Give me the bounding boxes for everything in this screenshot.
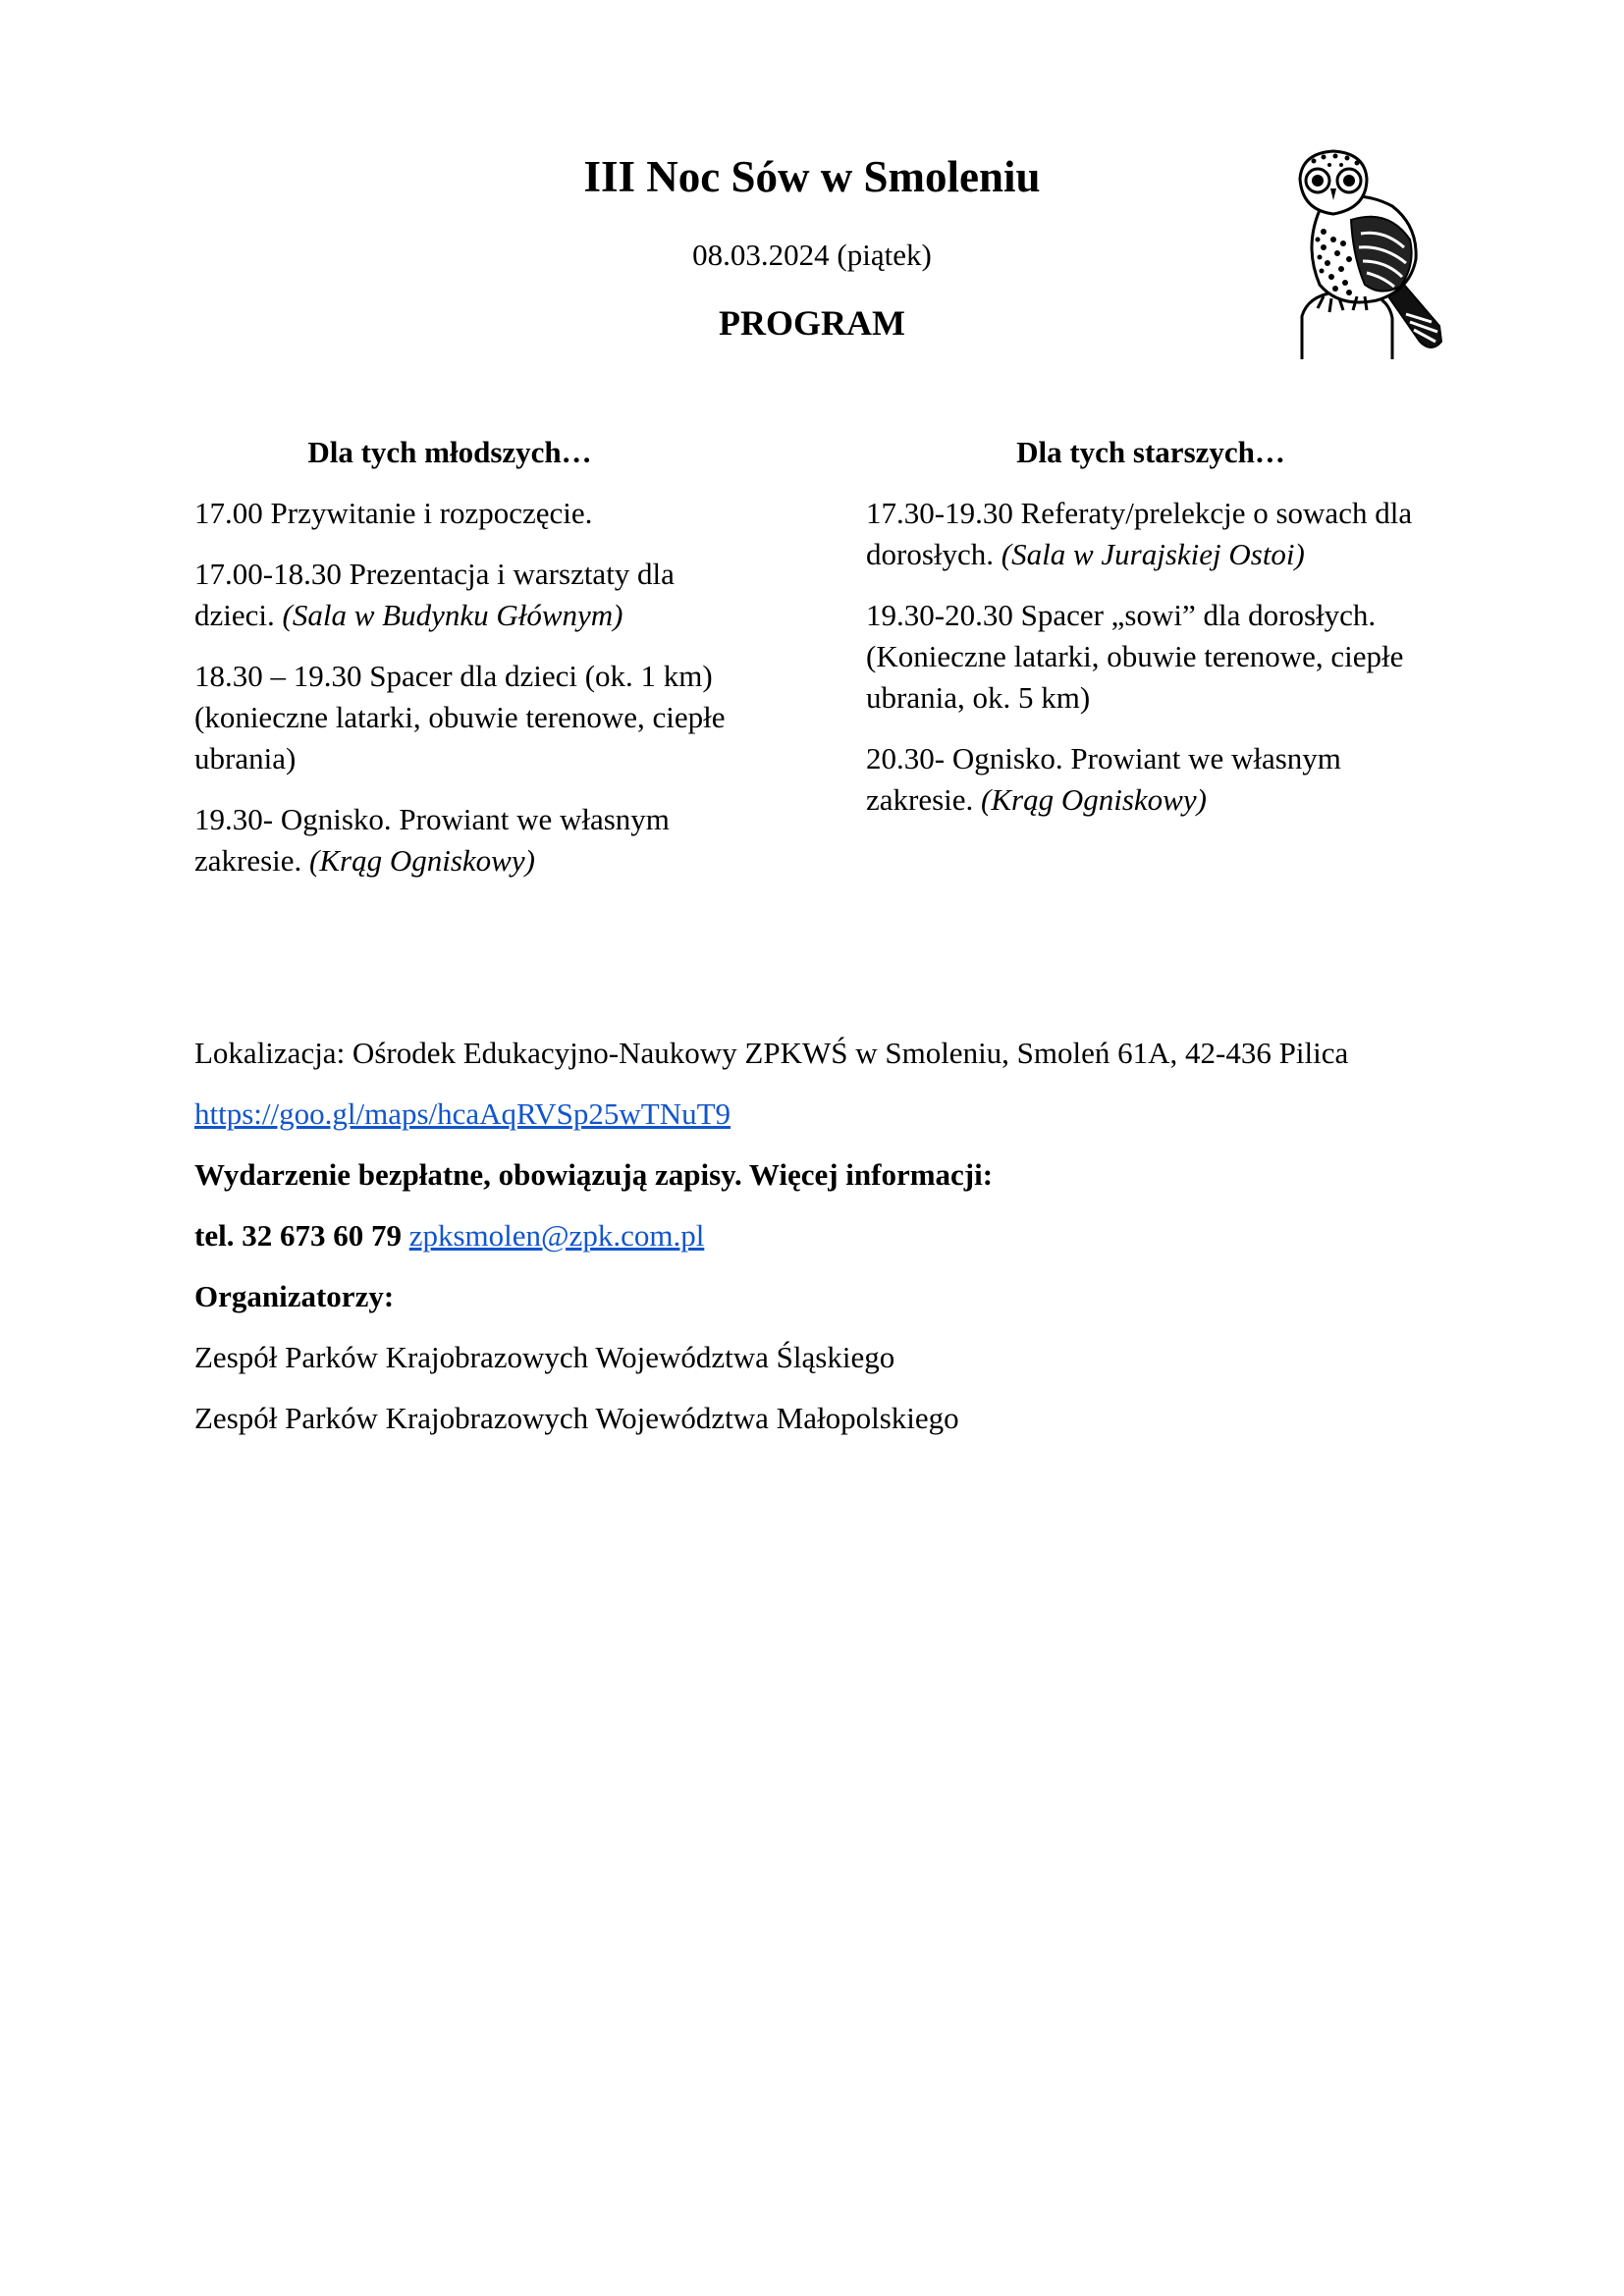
- page-title: III Noc Sów w Smoleniu: [583, 152, 1041, 201]
- item-place: (Krąg Ogniskowy): [309, 843, 535, 878]
- list-item: [194, 656, 744, 779]
- older-program-column: [866, 432, 1435, 840]
- phone-number: tel. 32 673 60 79: [194, 1218, 402, 1253]
- item-text: 20.30- Ognisko. Prowiant we własnym zakresie.: [866, 741, 1341, 817]
- event-date: 08.03.2024 (piątek): [692, 238, 932, 272]
- list-item: [866, 493, 1435, 575]
- contact-line: [194, 1215, 1432, 1256]
- email-link[interactable]: zpksmolen@zpk.com.pl: [408, 1218, 705, 1253]
- item-text: 18.30 – 19.30 Spacer dla dzieci (ok. 1 km) (konieczne latarki, obuwie terenowe, ciepłe ubrania): [194, 659, 726, 775]
- item-text: 17.00 Przywitanie i rozpoczęcie.: [194, 496, 593, 530]
- organizer-item: Zespół Parków Krajobrazowych Województwa Małopolskiego: [194, 1401, 959, 1435]
- item-place: (Krąg Ogniskowy): [981, 782, 1207, 817]
- organizer-item: Zespół Parków Krajobrazowych Województwa Śląskiego: [194, 1340, 895, 1374]
- owl-icon: [1294, 149, 1443, 359]
- list-item: [866, 738, 1435, 821]
- event-info: [194, 1033, 1432, 1459]
- item-place: (Sala w Budynku Głównym): [282, 598, 623, 632]
- younger-program-column: [194, 432, 744, 901]
- program-heading: PROGRAM: [719, 303, 905, 343]
- map-link[interactable]: https://goo.gl/maps/hcaAqRVSp25wTNuT9: [194, 1096, 731, 1131]
- list-item: [194, 554, 744, 636]
- older-heading: Dla tych starszych…: [1016, 435, 1285, 469]
- list-item: [866, 595, 1435, 719]
- free-event-text: Wydarzenie bezpłatne, obowiązują zapisy. Więcej informacji:: [194, 1157, 994, 1192]
- younger-heading: Dla tych młodszych…: [307, 435, 592, 469]
- map-link-paragraph: [194, 1094, 1432, 1135]
- item-text: 17.30-19.30 Referaty/prelekcje o sowach dla dorosłych.: [866, 496, 1413, 571]
- item-text: 17.00-18.30 Prezentacja i warsztaty dla dzieci.: [194, 557, 675, 632]
- list-item: [194, 493, 744, 534]
- item-text: 19.30-20.30 Spacer „sowi” dla dorosłych. (Konieczne latarki, obuwie terenowe, ciepłe ubrania, ok. 5 km): [866, 598, 1404, 715]
- item-place: (Sala w Jurajskiej Ostoi): [1001, 537, 1305, 571]
- organizers-heading: Organizatorzy:: [194, 1279, 395, 1313]
- location-text: Lokalizacja: Ośrodek Edukacyjno-Naukowy ZPKWŚ w Smoleniu, Smoleń 61A, 42-436 Pilica: [194, 1036, 1349, 1070]
- item-text: 19.30- Ognisko. Prowiant we własnym zakresie.: [194, 802, 670, 878]
- list-item: [194, 799, 744, 881]
